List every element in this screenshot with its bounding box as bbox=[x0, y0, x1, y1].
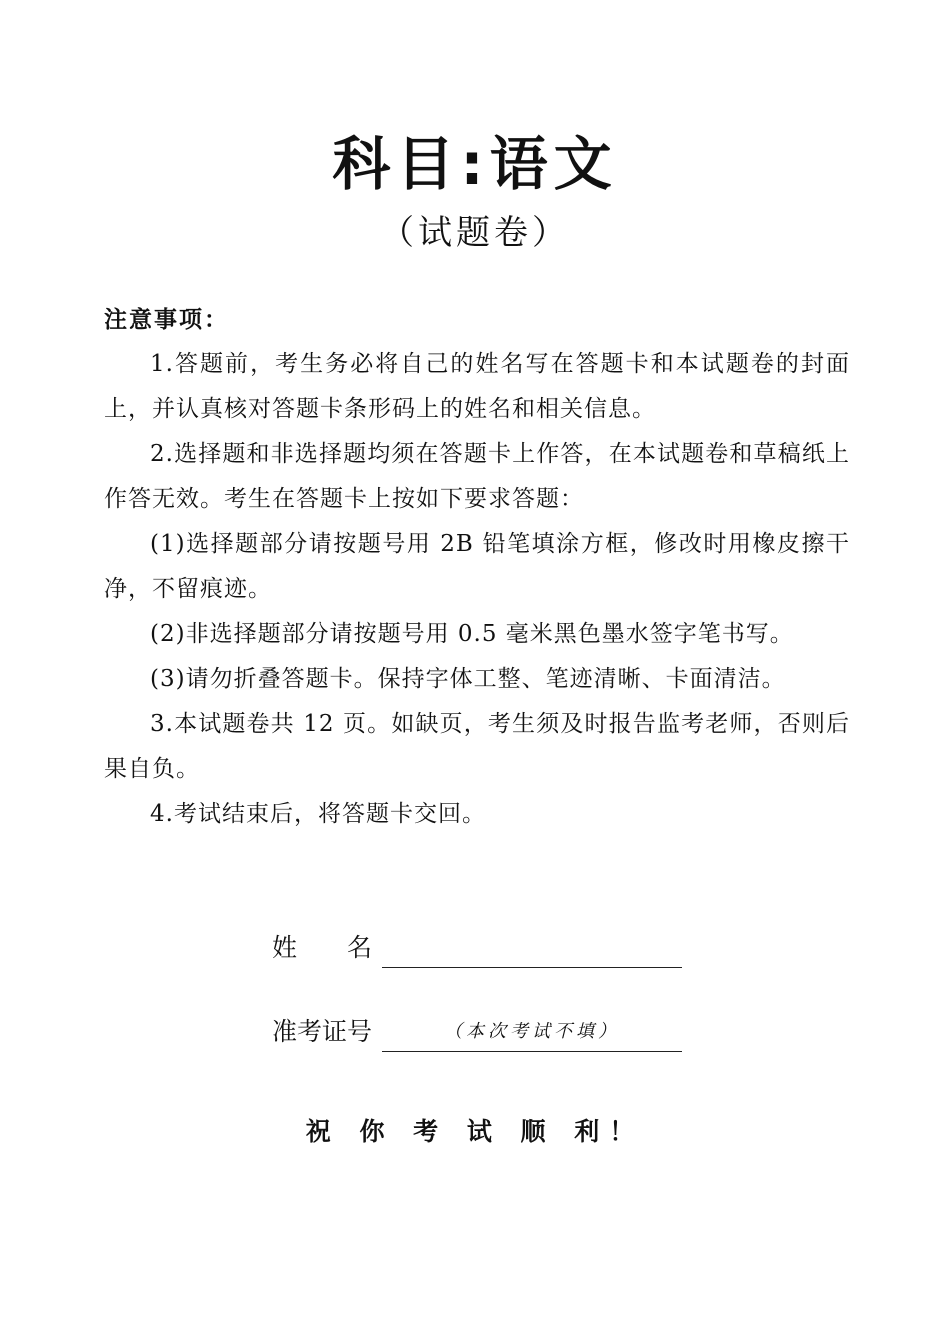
notice-item-2-3: (3)请勿折叠答题卡。保持字体工整、笔迹清晰、卡面清洁。 bbox=[150, 666, 786, 692]
exam-id-input-line[interactable]: （本次考试不填） bbox=[382, 1017, 682, 1052]
notice-heading: 注意事项： bbox=[104, 307, 229, 333]
subject-title: 科目:语文 bbox=[332, 130, 618, 198]
good-luck-message: 祝 你 考 试 顺 利！ bbox=[305, 1117, 645, 1146]
notice-item-3: 3.本试题卷共 12 页。如缺页，考生须及时报告监考老师，否则后果自负。 bbox=[104, 711, 850, 782]
notice-list bbox=[104, 342, 850, 837]
exam-id-field bbox=[272, 1012, 682, 1052]
notice-item-4: 4.考试结束后，将答题卡交回。 bbox=[150, 801, 486, 827]
notice-item-2-2: (2)非选择题部分请按题号用 0.5 毫米黑色墨水签字笔书写。 bbox=[150, 621, 794, 647]
name-field bbox=[272, 928, 682, 968]
notice-item-2-1: (1)选择题部分请按题号用 2B 铅笔填涂方框，修改时用橡皮擦干净，不留痕迹。 bbox=[104, 531, 850, 602]
name-input-line[interactable] bbox=[382, 933, 682, 968]
notice-item-1: 1.答题前，考生务必将自己的姓名写在答题卡和本试题卷的封面上，并认真核对答题卡条形码上的姓名和相关信息。 bbox=[104, 351, 850, 422]
name-label: 姓名 bbox=[272, 933, 423, 962]
exam-id-label: 准考证号 bbox=[272, 1017, 373, 1046]
notice-item-2: 2.选择题和非选择题均须在答题卡上作答，在本试题卷和草稿纸上作答无效。考生在答题卡上按如下要求答题： bbox=[104, 441, 850, 512]
paper-type-subtitle: （试题卷） bbox=[380, 213, 570, 253]
